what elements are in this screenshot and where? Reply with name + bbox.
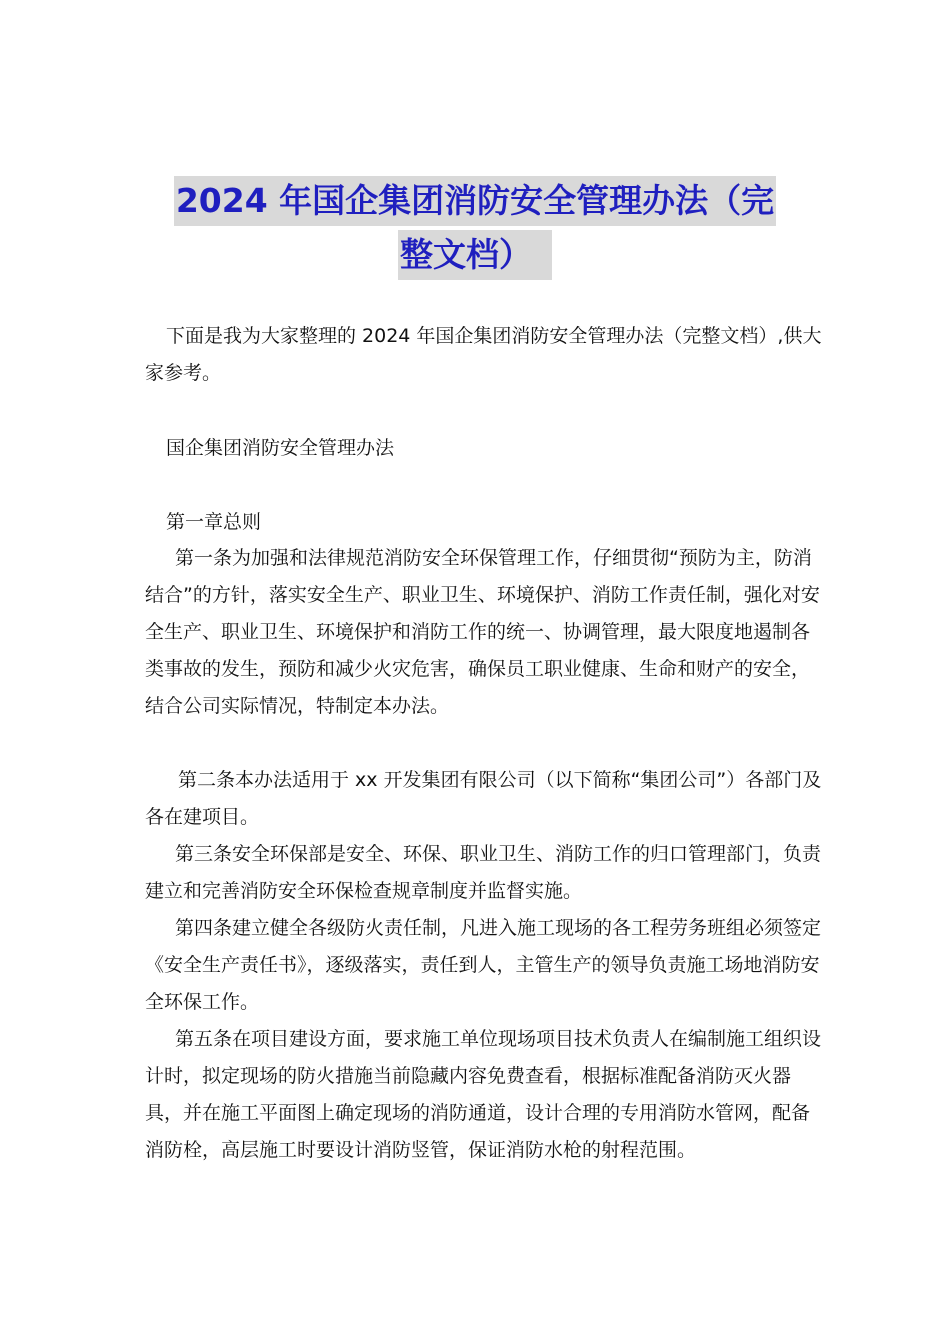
- article-4: 第四条建立健全各级防火责任制，凡进入施工现场的各工程劳务班组必须签定《安全生产责任书》，逐级落实，责任到人，主管生产的领导负责施工场地消防安全环保工作。: [145, 917, 822, 1013]
- article-2: 第二条本办法适用于 xx 开发集团有限公司（以下简称“集团公司”）各部门及各在建项目。: [145, 769, 822, 828]
- intro-paragraph: 下面是我为大家整理的 2024 年国企集团消防安全管理办法（完整文档）,供大家参考。: [145, 325, 822, 384]
- chapter-heading: 第一章总则: [166, 511, 262, 533]
- article-5: 第五条在项目建设方面，要求施工单位现场项目技术负责人在编制施工组织设计时，拟定现场的防火措施当前隐藏内容免费查看，根据标准配备消防灭火器具，并在施工平面图上确定现场的消防通道，设计合理的专用消防水管网，配备消防栓，高层施工时要设计消防竖管，保证消防水枪的射程范围。: [145, 1028, 822, 1161]
- article-3: 第三条安全环保部是安全、环保、职业卫生、消防工作的归口管理部门，负责建立和完善消防安全环保检查规章制度并监督实施。: [145, 843, 822, 902]
- title-line-1: 2024 年国企集团消防安全管理办法（完: [174, 176, 776, 226]
- section-heading: 国企集团消防安全管理办法: [166, 437, 395, 459]
- document-title: [0, 176, 950, 280]
- article-1: 第一条为加强和法律规范消防安全环保管理工作，仔细贯彻“预防为主，防消结合”的方针，落实安全生产、职业卫生、环境保护、消防工作责任制，强化对安全生产、职业卫生、环境保护和消防工作的统一、协调管理，最大限度地遏制各类事故的发生，预防和减少火灾危害，确保员工职业健康、生命和财产的安全，结合公司实际情况，特制定本办法。: [145, 547, 820, 717]
- title-line-2: 整文档）: [398, 230, 552, 280]
